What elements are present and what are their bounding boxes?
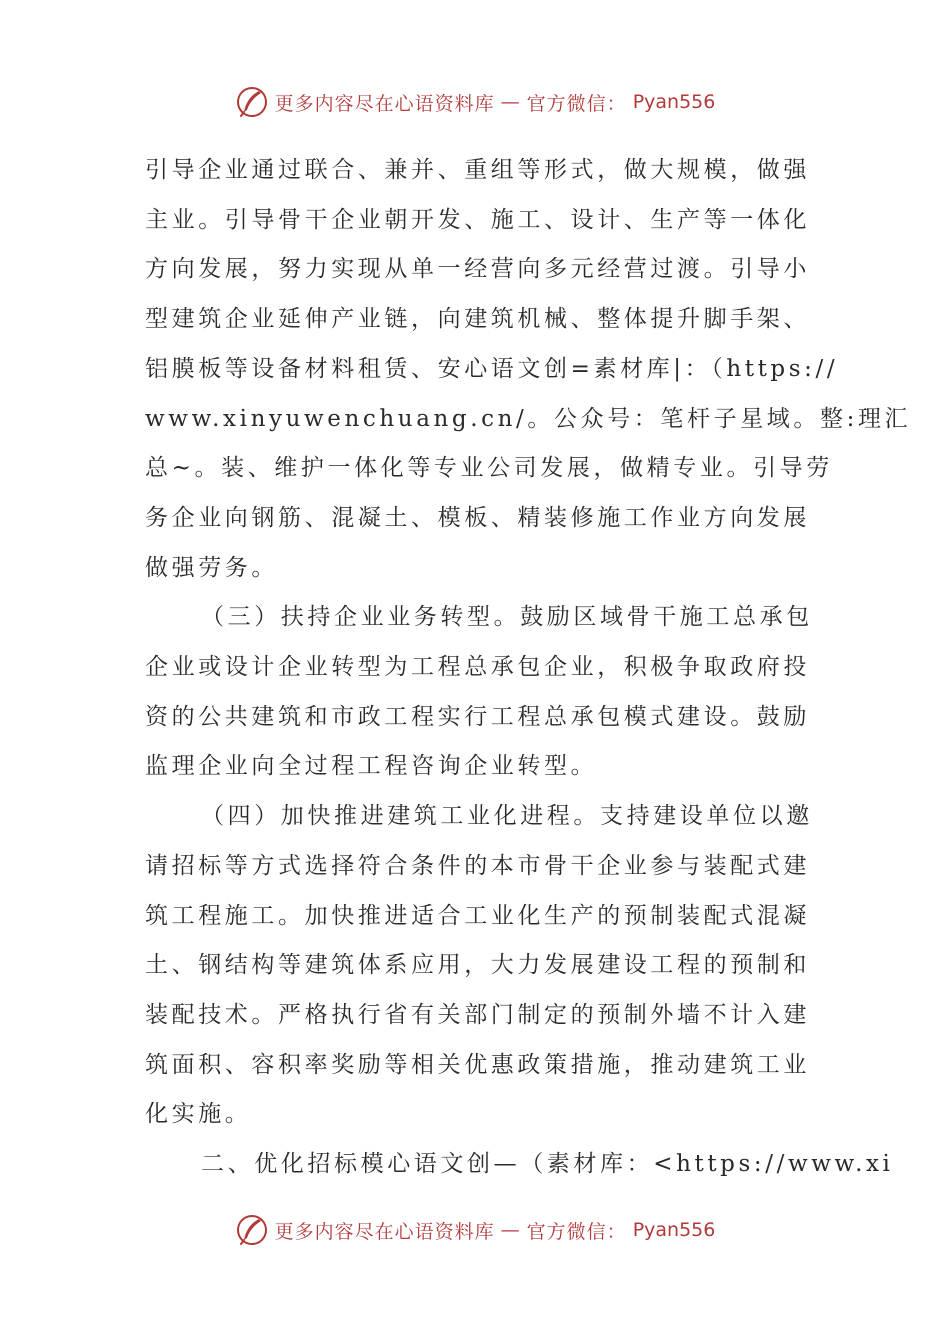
text-line: 总~。装、维护一体化等专业公司发展，做精专业。引导劳	[145, 455, 833, 482]
text-line: 做强劳务。	[145, 554, 278, 581]
banner-wechat-label: 官方微信：	[526, 92, 627, 115]
footer-banner	[0, 1210, 950, 1250]
quill-pen-logo-icon	[235, 85, 269, 119]
paragraph-p3	[145, 792, 813, 1140]
quill-pen-logo-icon	[235, 1213, 269, 1247]
header-banner	[0, 82, 950, 122]
text-line: 二、优化招标模心语文创—（素材库：<https://www.xi	[201, 1151, 894, 1178]
text-line: 监理企业向全过程工程咨询企业转型。	[145, 753, 598, 780]
text-line: （三）扶持企业业务转型。鼓励区域骨干施工总承包	[201, 604, 813, 631]
paragraph-p1	[145, 146, 912, 593]
text-line: 引导企业通过联合、兼并、重组等形式，做大规模，做强	[145, 157, 810, 183]
paragraph-p2	[145, 593, 813, 792]
banner-site-text: 更多内容尽在心语资料库	[274, 92, 495, 115]
paragraph-container	[145, 146, 912, 1190]
text-line: 铝膜板等设备材料租赁、安心语文创=素材库|：（https://	[145, 355, 839, 382]
banner-wechat-label: 官方微信：	[526, 1220, 627, 1243]
text-line: 筑工程施工。加快推进适合工业化生产的预制装配式混凝	[145, 902, 810, 929]
text-line: 请招标等方式选择符合条件的本市骨干企业参与装配式建	[145, 852, 810, 879]
text-line: 土、钢结构等建筑体系应用，大力发展建设工程的预制和	[145, 952, 810, 979]
text-line: 务企业向钢筋、混凝土、模板、精装修施工作业方向发展	[145, 504, 810, 531]
text-line: 主业。引导骨干企业朝开发、施工、设计、生产等一体化	[145, 206, 810, 233]
banner-wechat-id: Pyan556	[632, 91, 716, 113]
text-line: 企业或设计企业转型为工程总承包企业，积极争取政府投	[145, 654, 810, 681]
text-line: 筑面积、容积率奖励等相关优惠政策措施，推动建筑工业	[145, 1051, 810, 1078]
text-line: 装配技术。严格执行省有关部门制定的预制外墙不计入建	[145, 1001, 810, 1028]
text-line: 方向发展，努力实现从单一经营向多元经营过渡。引导小	[145, 256, 810, 283]
text-line: 型建筑企业延伸产业链，向建筑机械、整体提升脚手架、	[145, 306, 810, 333]
banner-wechat-id: Pyan556	[632, 1219, 716, 1241]
banner-dash: —	[500, 1219, 521, 1241]
text-line: www.xinyuwenchuang.cn/。公众号：笔杆子星域。整:理汇	[145, 405, 912, 432]
text-line: 化实施。	[145, 1101, 252, 1128]
text-line: （四）加快推进建筑工业化进程。支持建设单位以邀	[201, 803, 813, 830]
banner-site-text: 更多内容尽在心语资料库	[274, 1220, 495, 1243]
text-line: 资的公共建筑和市政工程实行工程总承包模式建设。鼓励	[145, 703, 810, 730]
document-body	[145, 146, 912, 1190]
paragraph-p4	[145, 1140, 894, 1190]
banner-dash: —	[500, 91, 521, 113]
